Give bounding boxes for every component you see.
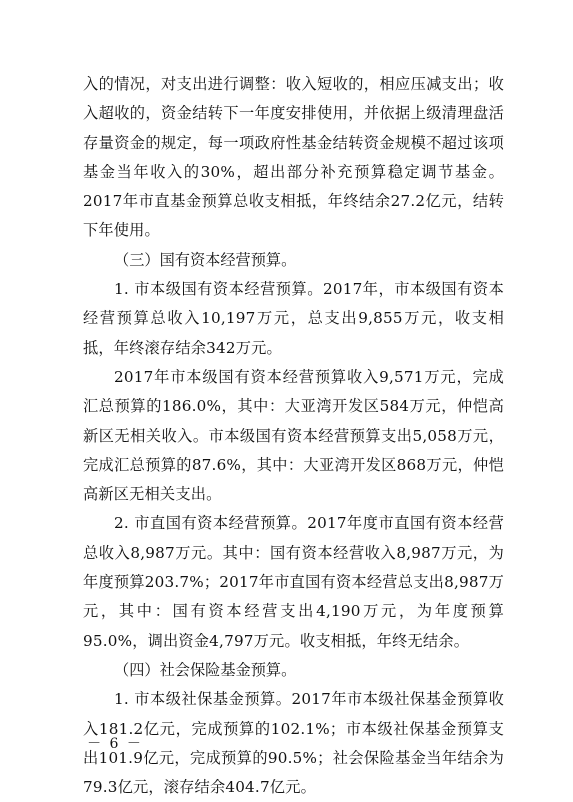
page-number: － 6 － xyxy=(87,736,143,752)
paragraph-social-insurance-fund: 1. 市本级社保基金预算。2017年市本级社保基金预算收入181.2亿元，完成预算的102.1%；市本级社保基金预算支出101.9亿元，完成预算的90.5%；社会保险基金当年结余为79.3亿元，滚存结余404.7亿元。 xyxy=(83,690,504,797)
section-heading-social-insurance-budget: （四）社会保险基金预算。 xyxy=(114,660,297,679)
paragraph-municipal-state-capital: 2. 市直国有资本经营预算。2017年度市直国有资本经营总收入8,987万元。其中：国有资本经营收入8,987万元，为年度预算203.7%；2017年市直国有资本经营总支出8,987万元，其中：国有资本经营支出4,190万元，为年度预算95.0%，调出资金4,797万元。收支相抵，年终无结余。 xyxy=(83,514,504,650)
paragraph-city-level-state-capital: 1. 市本级国有资本经营预算。2017年，市本级国有资本经营预算总收入10,197万元，总支出9,855万元，收支相抵，年终滚存结余342万元。 xyxy=(83,280,504,357)
paragraph-state-capital-revenue-details: 2017年市本级国有资本经营预算收入9,571万元，完成汇总预算的186.0%，其中：大亚湾开发区584万元，仲恺高新区无相关收入。市本级国有资本经营预算支出5,058万元，完成汇总预算的87.6%，其中：大亚湾开发区868万元，仲恺高新区无相关支出。 xyxy=(83,367,504,504)
document-body xyxy=(83,70,504,802)
paragraph-fund-budget-continuation: 入的情况，对支出进行调整：收入短收的，相应压减支出；收入超收的，资金结转下一年度安排使用，并依据上级清理盘活存量资金的规定，每一项政府性基金结转资金规模不超过该项基金当年收入的30%，超出部分补充预算稳定调节基金。2017年市直基金预算总收支相抵，年终结余27.2亿元，结转下年使用。 xyxy=(83,75,504,240)
section-heading-state-capital-budget: （三）国有资本经营预算。 xyxy=(114,250,297,269)
